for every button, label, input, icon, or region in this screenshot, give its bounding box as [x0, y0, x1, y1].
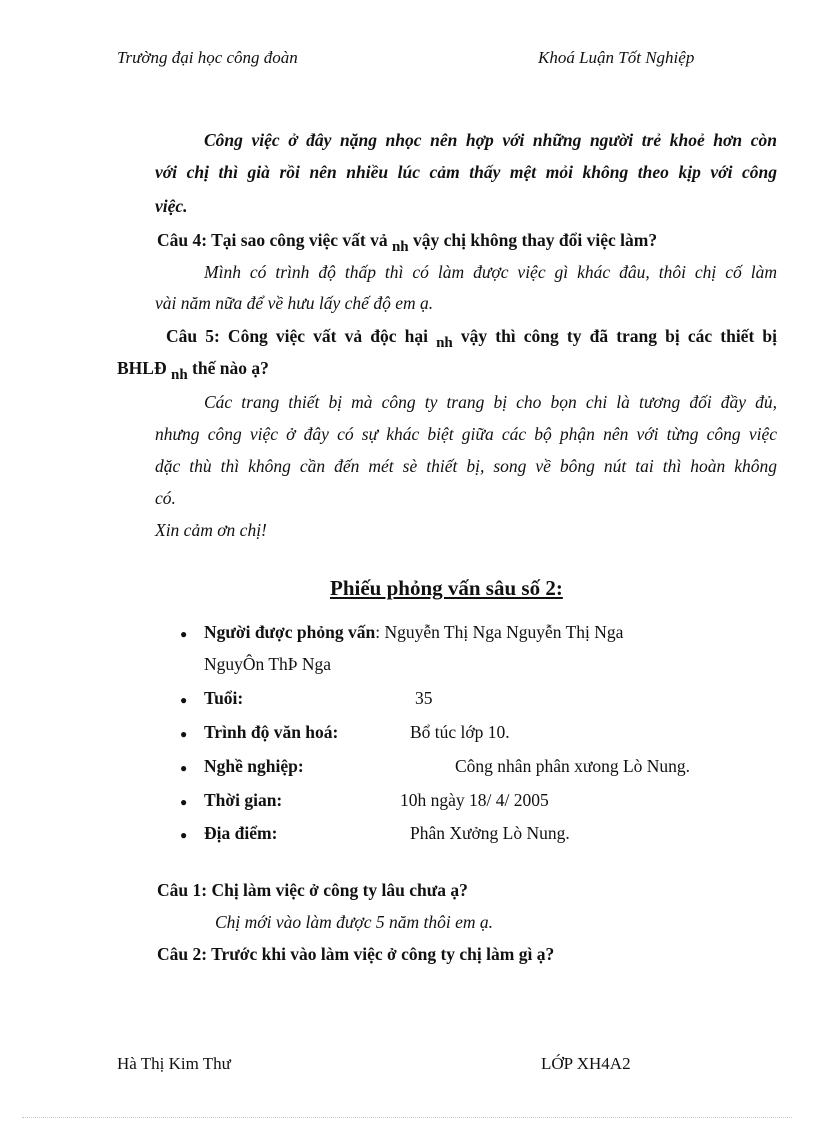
info-location-label: Địa điểm:	[204, 823, 278, 843]
answer-5-line-4: có.	[155, 488, 176, 508]
header-school: Trường đại học công đoàn	[117, 48, 298, 67]
info-time-value: 10h ngày 18/ 4/ 2005	[400, 790, 549, 810]
info-age-label: Tuổi:	[204, 688, 244, 708]
thanks-text: Xin cảm ơn chị!	[155, 520, 267, 540]
answer-4-line-2: vài năm nữa để về hưu lấy chế độ em ạ.	[155, 293, 434, 313]
question-4: Câu 4: Tại sao công việc vất vả nh vậy chị không thay đổi việc làm?	[157, 230, 658, 255]
bullet-icon: ●	[180, 627, 188, 641]
info-education-label: Trình độ văn hoá:	[204, 722, 339, 742]
answer-5-line-1: Các trang thiết bị mà công ty trang bị cho bọn chi là tương đối đầy đủ,	[204, 392, 777, 412]
info-age-value: 35	[415, 688, 433, 708]
intro-line-1: Công việc ở đây nặng nhọc nên hợp với những người trẻ khoẻ hơn còn	[204, 130, 777, 150]
bullet-icon: ●	[180, 761, 188, 775]
answer-1: Chị mới vào làm được 5 năm thôi em ạ.	[215, 912, 494, 932]
header-thesis-title: Khoá Luận Tốt Nghiệp	[538, 48, 695, 67]
bullet-icon: ●	[180, 828, 188, 842]
intro-line-2: với chị thì già rồi nên nhiều lúc cảm thấy mệt mỏi không theo kịp với công	[155, 162, 777, 182]
bullet-icon: ●	[180, 727, 188, 741]
info-time-label: Thời gian:	[204, 790, 283, 810]
question-2: Câu 2: Trước khi vào làm việc ở công ty chị làm gì ạ?	[157, 944, 555, 964]
bullet-icon: ●	[180, 795, 188, 809]
intro-line-3: việc.	[155, 196, 188, 216]
info-interviewee-garbled: NguyÔn ThÞ Nga	[204, 654, 332, 674]
info-education-value: Bổ túc lớp 10.	[410, 722, 510, 742]
question-1: Câu 1: Chị làm việc ở công ty lâu chưa ạ?	[157, 880, 468, 900]
answer-5-line-3: dặc thù thì không cần đến mét sè thiết bị, song về bông nút tai thì hoàn không	[155, 456, 777, 476]
info-occupation-label: Nghề nghiệp:	[204, 756, 304, 776]
question-5-line-1: Câu 5: Công việc vất vả độc hại nh vậy thì công ty đã trang bị các thiết bị	[166, 326, 777, 351]
info-location-value: Phân Xưởng Lò Nung.	[410, 823, 570, 843]
question-5-line-2: BHLĐ nh thế nào ạ?	[117, 358, 269, 383]
page-bottom-divider	[22, 1117, 792, 1118]
footer-author: Hà Thị Kim Thư	[117, 1054, 231, 1073]
answer-5-line-2: nhưng công việc ở đây có sự khác biệt giữa các bộ phận nên với từng công việc	[155, 424, 777, 444]
info-occupation-value: Công nhân phân xưong Lò Nung.	[455, 756, 691, 776]
bullet-icon: ●	[180, 693, 188, 707]
interview-title: Phiếu phỏng vấn sâu số 2:	[330, 576, 563, 600]
answer-4-line-1: Mình có trình độ thấp thì có làm được việc gì khác đâu, thôi chị cố làm	[204, 262, 777, 282]
info-interviewee: Người được phỏng vấn: Nguyễn Thị Nga Nguyễn Thị Nga	[204, 622, 624, 642]
footer-class: LỚP XH4A2	[541, 1054, 631, 1073]
